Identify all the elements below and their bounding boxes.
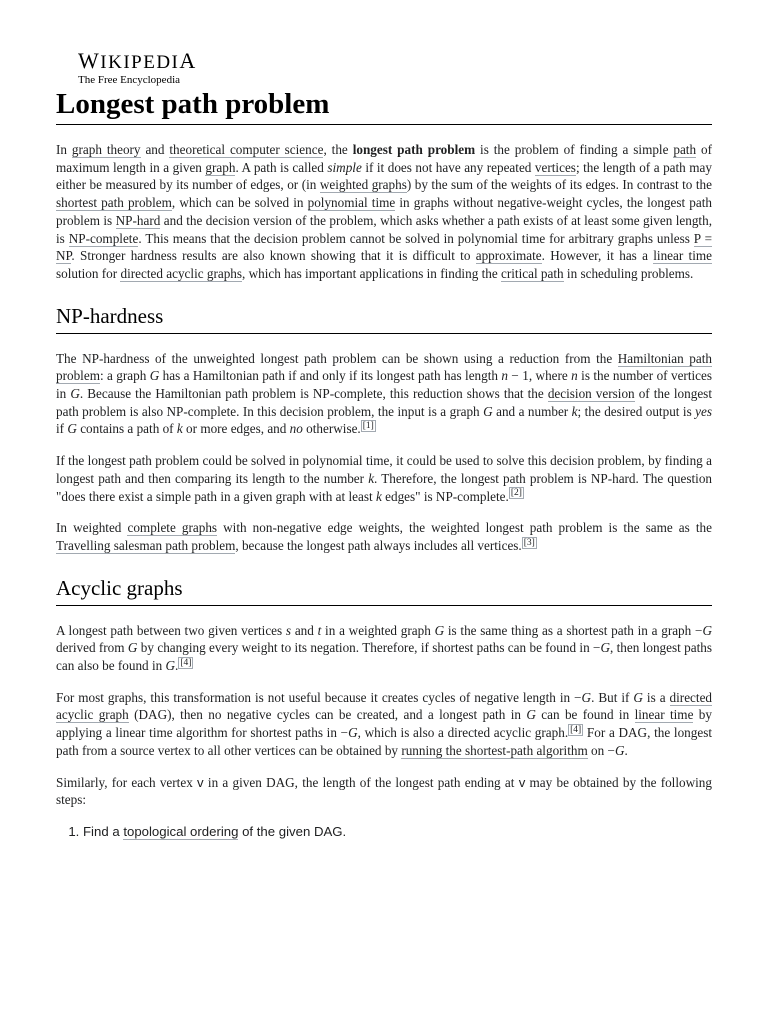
steps-list [56,823,712,841]
link-complete-graphs[interactable]: complete graphs [127,520,218,536]
link-shortest-path-problem[interactable]: shortest path problem [56,195,172,211]
citation-4b[interactable]: [4] [570,724,582,735]
citation-4[interactable]: [4] [180,657,192,668]
intro-paragraph: In graph theory and theoretical computer science, the longest path problem is the problem of finding a simple path of maximum length in a given graph. A path is called simple if it does not have any repeated vertices; the length of a path may either be measured by its number of edges, or (in weighted graphs) by the sum of the weights of its edges. In contrast to the shortest path problem, which can be solved in polynomial time in graphs without negative-weight cycles, the longest path problem is NP-hard and the decision version of the problem, which asks whether a path exists of at least some given length, is NP-complete. This means that the decision problem cannot be solved in polynomial time for arbitrary graphs unless P = NP. Stronger hardness results are also known showing that it is difficult to approximate. However, it has a linear time solution for directed acyclic graphs, which has important applications in finding the critical path in scheduling problems. [56,142,713,281]
citation-1[interactable]: [1] [362,421,374,432]
wikipedia-logo[interactable] [78,50,197,87]
wikipedia-tagline: The Free Encyclopedia [78,74,181,86]
wikipedia-wordmark: WIKIPEDIA [78,48,197,73]
link-theoretical-cs[interactable]: theoretical computer science [169,142,324,157]
link-hamiltonian-path-problem[interactable]: Hamiltonian path problem [56,350,712,384]
link-np-hard[interactable]: NP-hard [115,212,161,228]
link-linear-time[interactable]: linear time [653,248,712,264]
link-np-complete[interactable]: NP-complete [68,230,139,246]
acyclic-paragraph-1: A longest path between two given vertices s and t in a weighted graph G is the same thing as a shortest path in a graph −G derived from G by changing every weight to its negation. Therefore, if shortest paths can be found in −G, then longest paths can also be found in G. [4] [56,622,712,674]
link-travelling-salesman[interactable]: Travelling salesman path problem [56,537,236,553]
link-graph-theory[interactable]: graph theory [71,142,141,157]
link-directed-acyclic-graphs[interactable]: directed acyclic graphs [120,265,243,281]
np-paragraph-1: The NP-hardness of the unweighted longest path problem can be shown using a reduction from the Hamiltonian path problem: a graph G has a Hamiltonian path if and only if its longest path has length n − 1, where n is the number of vertices in G. Because the Hamiltonian path problem is NP-complete, this reduction shows that the decision version of the longest path problem is also NP-complete. In this decision problem, the input is a graph G and a number k; the desired output is yes if G contains a path of k or more edges, and no otherwise. [1] [56,350,713,437]
np-paragraph-3: In weighted complete graphs with non-negative edge weights, the weighted longest path problem is the same as the Travelling salesman path problem, because the longest path always includes all vertices. [3] [56,520,712,553]
acyclic-paragraph-2: For most graphs, this transformation is not useful because it creates cycles of negative length in −G. But if G is a directed acyclic graph (DAG), then no negative cycles can be created, and a longest path in G can be found in linear time by applying a linear time algorithm for shortest paths in −G, which is also a directed acyclic graph. [4] For a DAG, the longest path from a source vertex to all other vertices can be obtained by running the shortest-path algorithm on −G. [56,689,713,758]
page-title: Longest path problem [56,84,712,125]
link-weighted-graphs[interactable]: weighted graphs [319,177,407,193]
section-heading-np-hardness: NP-hardness [56,301,712,334]
link-linear-time-2[interactable]: linear time [634,707,694,723]
citation-2[interactable]: [2] [510,488,522,499]
section-heading-acyclic-graphs: Acyclic graphs [56,573,712,606]
np-paragraph-2: If the longest path problem could be solved in polynomial time, it could be used to solve this decision problem, by finding a longest path and then comparing its length to the number k. Therefore, the longest path problem is NP-hard. The question "does there exist a simple path in a given graph with at least k edges" is NP-complete. [2] [56,453,713,504]
link-polynomial-time[interactable]: polynomial time [307,195,396,211]
link-approximate[interactable]: approximate [475,248,542,264]
link-vertices[interactable]: vertices [534,159,576,175]
link-graph[interactable]: graph [205,159,236,175]
link-directed-acyclic-graph[interactable]: directed acyclic graph [56,689,713,723]
article-content [56,141,712,841]
link-p-equals-np[interactable]: P = NP [56,230,713,264]
link-running-shortest-path[interactable]: running the shortest-path algorithm [401,742,588,758]
link-critical-path[interactable]: critical path [501,265,564,281]
citation-3[interactable]: [3] [523,537,535,548]
acyclic-paragraph-3: Similarly, for each vertex v in a given DAG, the length of the longest path ending at v may be obtained by the following steps: [56,774,712,808]
list-item: 1. Find a topological ordering of the given DAG. [83,823,712,841]
link-decision-version[interactable]: decision version [547,386,635,402]
link-path[interactable]: path [673,142,697,157]
link-topological-ordering[interactable]: topological ordering [123,823,239,839]
